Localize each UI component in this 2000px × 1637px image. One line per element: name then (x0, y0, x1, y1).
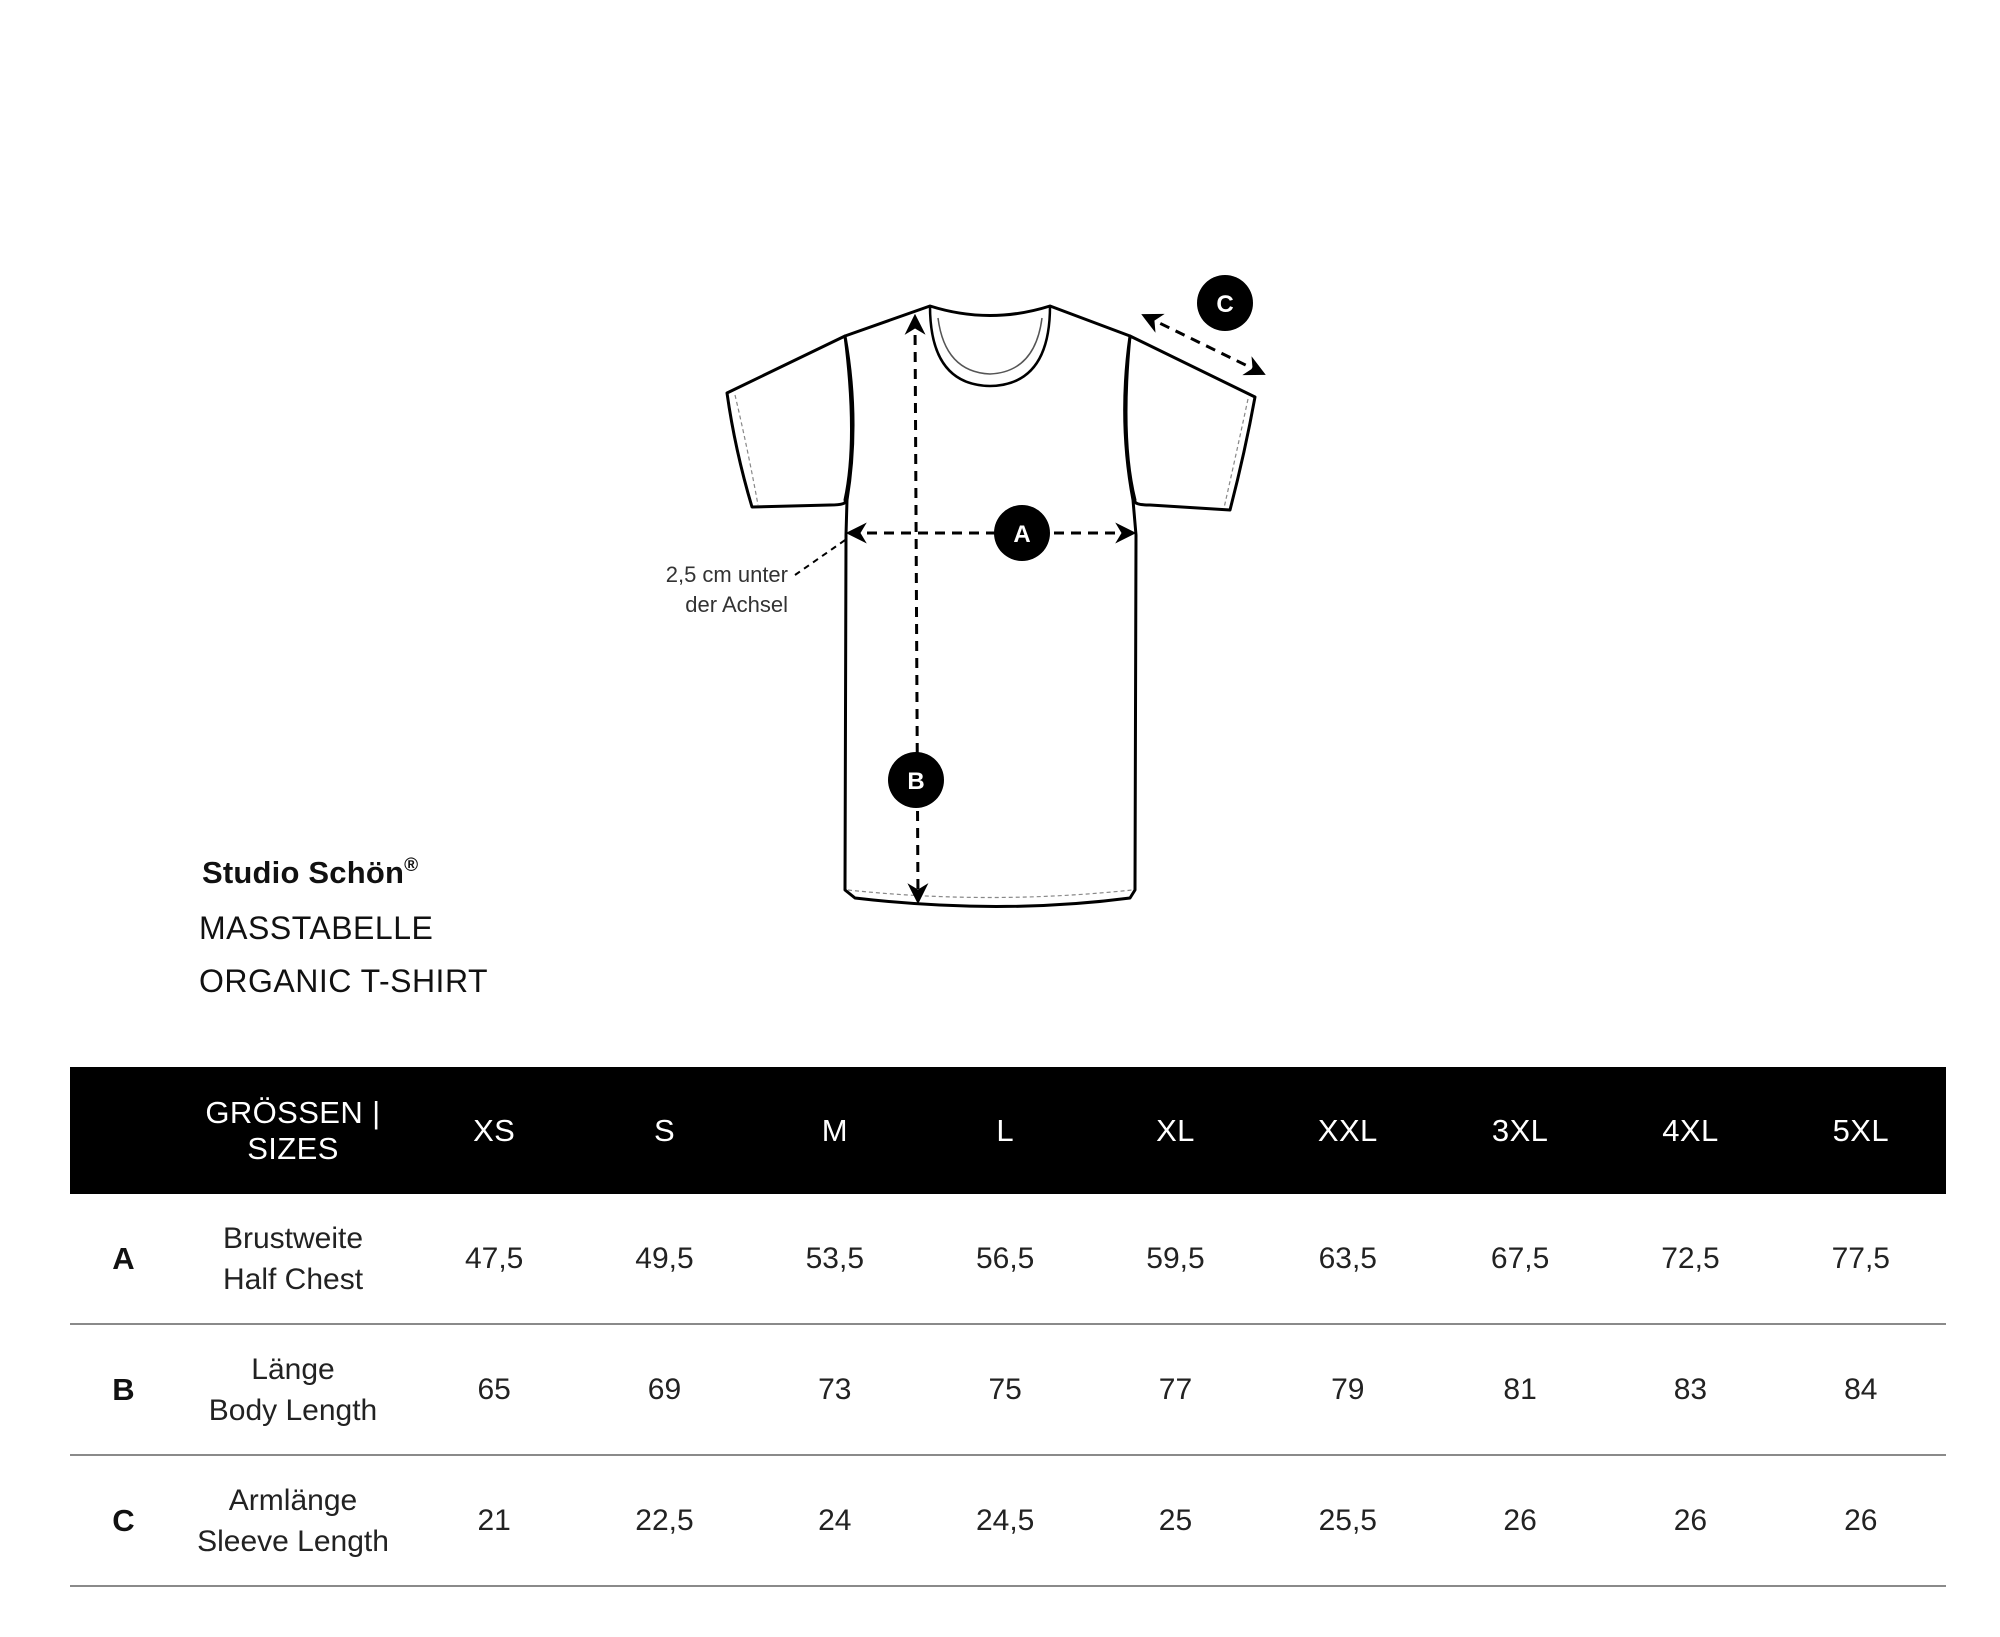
row-name-en: Sleeve Length (197, 1524, 389, 1558)
size-col-l: L (996, 1112, 1014, 1148)
cell-value: 26 (1776, 1455, 1946, 1586)
row-name (177, 1194, 409, 1324)
cell-value: 63,5 (1261, 1194, 1435, 1324)
badge-c (1197, 275, 1253, 331)
size-col-s: S (653, 1112, 676, 1148)
cell-value: 25,5 (1261, 1455, 1435, 1586)
row-key: C (70, 1455, 177, 1586)
size-table (70, 1067, 1946, 1587)
cell-value: 26 (1605, 1455, 1775, 1586)
row-name-de: Länge (251, 1352, 335, 1386)
brand-name (202, 855, 418, 891)
cell-value: 77 (1090, 1324, 1260, 1455)
row-name (177, 1324, 409, 1455)
cell-value: 21 (409, 1455, 579, 1586)
product-name: ORGANIC T-SHIRT (199, 963, 489, 999)
table-row-half-chest (70, 1194, 1946, 1324)
svg-text:A: A (1013, 521, 1031, 548)
tshirt-outline (727, 306, 1255, 907)
badge-b (888, 752, 944, 808)
cell-value: 53,5 (750, 1194, 920, 1324)
cell-value: 49,5 (579, 1194, 749, 1324)
badge-a (994, 505, 1050, 561)
size-col-5xl: 5XL (1832, 1112, 1889, 1148)
cell-value: 22,5 (579, 1455, 749, 1586)
size-col-xxl: XXL (1317, 1112, 1378, 1148)
cell-value: 47,5 (409, 1194, 579, 1324)
cell-value: 77,5 (1776, 1194, 1946, 1324)
cell-value: 26 (1435, 1455, 1605, 1586)
cell-value: 67,5 (1435, 1194, 1605, 1324)
cell-value: 81 (1435, 1324, 1605, 1455)
cell-value: 84 (1776, 1324, 1946, 1455)
row-key: B (70, 1324, 177, 1455)
svg-text:B: B (907, 768, 925, 795)
registered-mark: ® (404, 855, 419, 876)
table-row-sleeve-length (70, 1455, 1946, 1586)
row-name-en: Body Length (208, 1393, 378, 1427)
cell-value: 59,5 (1090, 1194, 1260, 1324)
page-title: MASSTABELLE (199, 910, 434, 946)
cell-value: 83 (1605, 1324, 1775, 1455)
size-header-row (70, 1067, 1946, 1194)
cell-value: 72,5 (1605, 1194, 1775, 1324)
sizes-header-label: GRÖSSEN | SIZES (205, 1094, 381, 1166)
size-col-xl: XL (1156, 1112, 1195, 1148)
svg-text:C: C (1216, 291, 1234, 318)
cell-value: 25 (1090, 1455, 1260, 1586)
annotation-leader (795, 538, 848, 575)
table-row-body-length (70, 1324, 1946, 1455)
size-col-4xl: 4XL (1662, 1112, 1719, 1148)
armpit-annotation (618, 560, 788, 620)
row-name-de: Brustweite (222, 1221, 364, 1255)
cell-value: 79 (1261, 1324, 1435, 1455)
size-col-3xl: 3XL (1491, 1112, 1549, 1148)
row-key: A (70, 1194, 177, 1324)
row-name (177, 1455, 409, 1586)
cell-value: 56,5 (920, 1194, 1090, 1324)
cell-value: 24 (750, 1455, 920, 1586)
cell-value: 69 (579, 1324, 749, 1455)
cell-value: 75 (920, 1324, 1090, 1455)
annotation-line-2: der Achsel (685, 592, 788, 617)
cell-value: 65 (409, 1324, 579, 1455)
size-col-xs: XS (473, 1112, 516, 1148)
brand-text: Studio Schön (202, 855, 405, 890)
cell-value: 73 (750, 1324, 920, 1455)
annotation-line-1: 2,5 cm unter (665, 562, 788, 587)
row-name-de: Armlänge (228, 1483, 358, 1517)
header-key-cell (70, 1067, 177, 1194)
row-name-en: Half Chest (222, 1262, 364, 1296)
size-col-m: M (821, 1112, 848, 1148)
cell-value: 24,5 (920, 1455, 1090, 1586)
